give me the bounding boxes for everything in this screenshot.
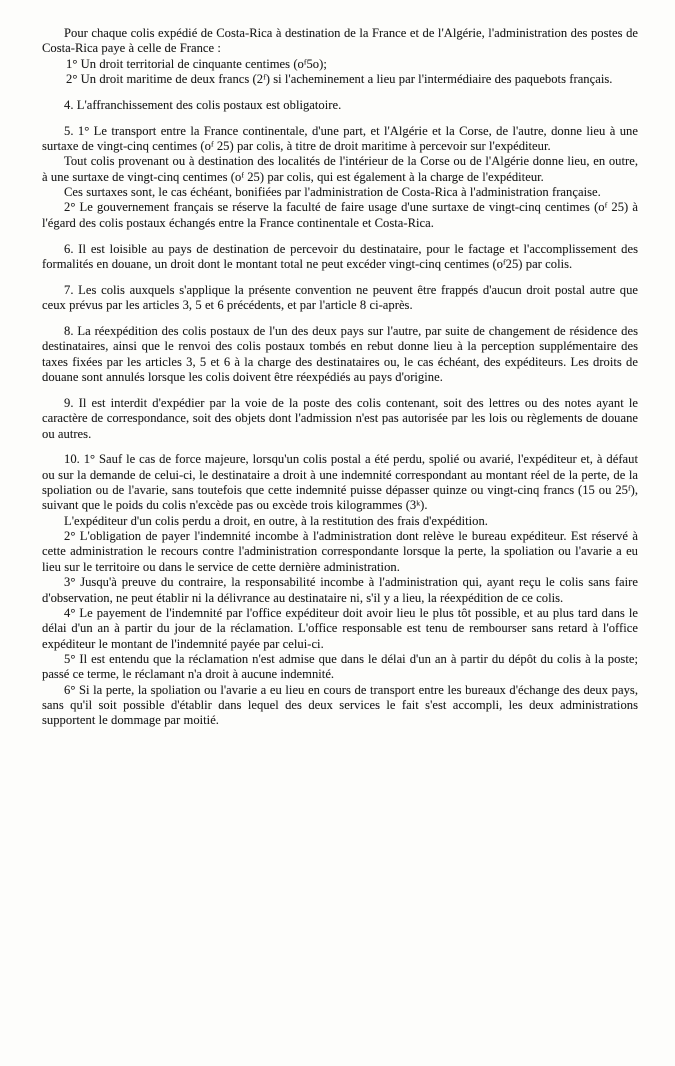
paragraph-article-7: 7. Les colis auxquels s'applique la présente convention ne peuvent être frappés d'aucun droit postal autre que ceux prévus par les articles 3, 5 et 6 précédents, et par l'article 8 ci-après. bbox=[42, 282, 638, 313]
paragraph-article-4: 4. L'affranchissement des colis postaux est obligatoire. bbox=[64, 97, 342, 112]
paragraph-article-10-2: L'expéditeur d'un colis perdu a droit, en outre, à la restitution des frais d'expédition. bbox=[64, 513, 488, 528]
paragraph-article-5-4 bbox=[42, 200, 638, 231]
franc-superscript-icon: f bbox=[210, 139, 214, 149]
franc-superscript-icon: f bbox=[263, 72, 266, 82]
intro-item-1-text: 1° Un droit territorial de cinquante centimes (o bbox=[66, 56, 304, 71]
intro-item-2-text: 2° Un droit maritime de deux francs (2 bbox=[66, 72, 264, 87]
franc-superscript-icon: f bbox=[241, 170, 244, 180]
article-10-p1-a: 10. 1° Sauf le cas de force majeure, lorsqu'un colis postal a été perdu, spolié ou avarié, l'expéditeur et, à défaut ou sur la demande de celui-ci, le destinataire a droit à une indemnité correspondant au montant réel de la perte, de la spoliation ou de l'avarie, sans toutefois que cette indemnité puisse dépasser quinze ou vingt-cinq francs (15 ou 25 bbox=[42, 452, 638, 498]
article-5-p2-b: 25) par colis, qui est également à la charge de l'expéditeur. bbox=[243, 169, 544, 184]
article-5-p1-b: 25) par colis, à titre de droit maritime à percevoir sur l'expéditeur. bbox=[213, 139, 551, 154]
paragraph-article-8: 8. La réexpédition des colis postaux de l'un des deux pays sur l'autre, par suite de changement de résidence des destinataires, ainsi que le renvoi des colis postaux tombés en rebut donne lieu à la perception supplémentaire des taxes fixées par les articles 3, 5 et 6 à la charge des destinataires ou, le cas échéant, des expéditeurs. Les droits de douane sont annulés lorsque les colis doivent être réexpédiés au pays d'origine. bbox=[42, 324, 638, 385]
franc-superscript-icon: f bbox=[627, 483, 631, 493]
paragraph-intro: Pour chaque colis expédié de Costa-Rica à destination de la France et de l'Algérie, l'administration des postes de Costa-Rica paye à celle de France : bbox=[42, 26, 638, 56]
franc-superscript-icon: f bbox=[604, 200, 608, 210]
article-5-p4-b: 25) à l'égard des colis postaux échangés entre la France continentale et Costa-Rica. bbox=[42, 200, 638, 230]
paragraph-article-5-1 bbox=[42, 124, 638, 155]
paragraph-article-6 bbox=[42, 242, 638, 273]
article-6-p1-a: 6. Il est loisible au pays de destination de percevoir du destinataire, pour le factage et l'accomplissement des formalités en douane, un droit dont le montant total ne peut excéder vingt-cinq centimes (o bbox=[42, 241, 638, 271]
article-10-p1-b: ), suivant que le poids du colis n'excède pas ou excède trois kilogrammes (3 bbox=[42, 483, 638, 513]
intro-item-2-end: ) si l'acheminement a lieu par l'intermédiaire des paquebots français. bbox=[265, 72, 613, 87]
franc-superscript-icon: f bbox=[503, 257, 506, 267]
paragraph-article-10-3: 2° L'obligation de payer l'indemnité incombe à l'administration dont relève le bureau expéditeur. Est réservé à cette administration le recours contre l'administration correspondante lorsque la perte, la spoliation ou l'avarie a eu lieu sur le territoire ou dans le service de cette dernière administration. bbox=[42, 529, 638, 574]
paragraph-intro-item-1 bbox=[42, 57, 638, 72]
article-5-p2-a: Tout colis provenant ou à destination des localités de l'intérieur de la Corse ou de l'Algérie donne lieu, en outre, à une surtaxe de vingt-cinq centimes (o bbox=[42, 154, 638, 184]
paragraph-article-10-5: 4° Le payement de l'indemnité par l'office expéditeur doit avoir lieu le plus tôt possible, et au plus tard dans le délai d'un an à partir du jour de la réclamation. L'office responsable est tenu de rembourser sans retard à l'office expéditeur le montant de l'indemnité payée par celui-ci. bbox=[42, 605, 638, 651]
paragraph-article-10-4: 3° Jusqu'à preuve du contraire, la responsabilité incombe à l'administration qui, ayant reçu le colis sans faire d'observation, ne peut établir ni la délivrance au destinataire ni, s'il y a lieu, la réexpédition de ce colis. bbox=[42, 575, 638, 605]
paragraph-article-5-2 bbox=[42, 154, 638, 185]
text-column bbox=[42, 26, 638, 729]
article-5-p1-a: 5. 1° Le transport entre la France continentale, d'une part, et l'Algérie et la Corse, de l'autre, donne lieu à une surtaxe de vingt-cinq centimes (o bbox=[42, 123, 638, 154]
kilogram-superscript-icon: k bbox=[416, 498, 421, 508]
paragraph-article-10-1 bbox=[42, 452, 638, 513]
paragraph-article-10-6: 5° Il est entendu que la réclamation n'est admise que dans le délai d'un an à partir du dépôt du colis à la poste; passé ce terme, le réclamant n'a droit à aucune indemnité. bbox=[42, 651, 638, 682]
paragraph-article-10-7: 6° Si la perte, la spoliation ou l'avarie a eu lieu en cours de transport entre les bureaux d'échange des deux pays, sans qu'il soit possible d'établir dans lequel des deux services le fait s'est accompli, les deux administrations supportent le dommage par moitié. bbox=[42, 682, 638, 728]
paragraph-article-5-3: Ces surtaxes sont, le cas échéant, bonifiées par l'administration de Costa-Rica à l'administration française. bbox=[64, 185, 601, 200]
franc-superscript-icon: f bbox=[303, 57, 307, 67]
paragraph-article-9: 9. Il est interdit d'expédier par la voie de la poste des colis contenant, soit des lettres ou des notes ayant le caractère de correspondance, soit des objets dont l'admission n'est pas autorisée par les lois ou règlements de douane ou autres. bbox=[42, 395, 638, 441]
article-5-p4-a: 2° Le gouvernement français se réserve la faculté de faire usage d'une surtaxe de vingt-cinq centimes (o bbox=[64, 200, 605, 215]
article-6-p1-b: 25) par colis. bbox=[505, 256, 573, 271]
intro-item-1-end: 5o); bbox=[306, 56, 327, 71]
article-10-p1-c: ). bbox=[420, 498, 428, 513]
paragraph-intro-item-2 bbox=[42, 72, 638, 87]
